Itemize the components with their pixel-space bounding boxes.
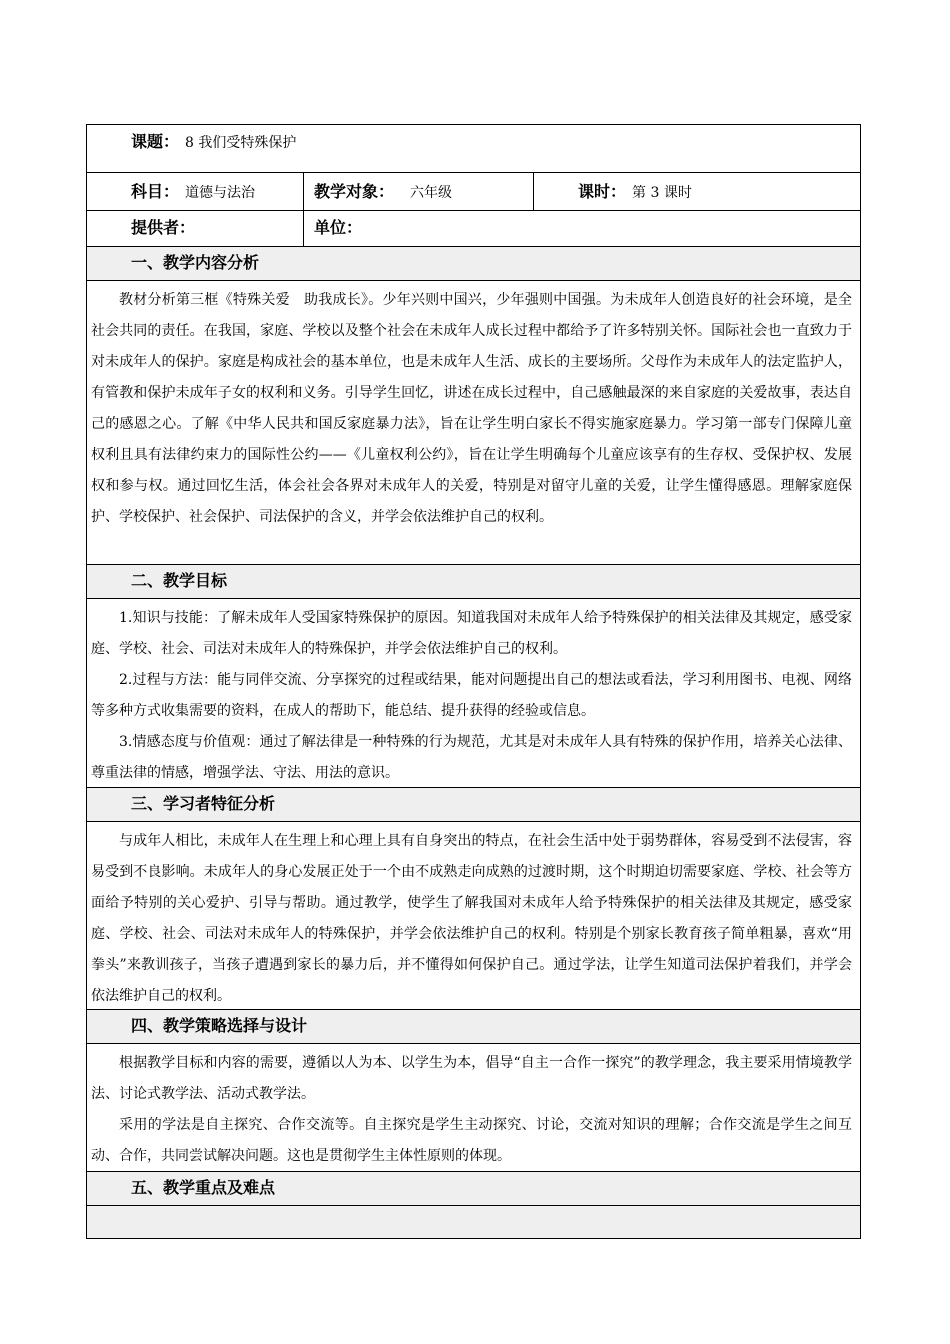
section-5-heading-row: [87, 1172, 860, 1206]
paragraph: 教材分析第三框《特殊关爱 助我成长》。少年兴则中国兴，少年强则中国强。为未成年人创造良好的社会环境，是全社会共同的责任。在我国，家庭、学校以及整个社会在未成年人成长过程中都给予了许多特别关怀。国际社会也一直致力于对未成年人的保护。家庭是构成社会的基本单位，也是未成年人生活、成长的主要场所。父母作为未成年人的法定监护人，有管教和保护未成年子女的权利和义务。引导学生回忆，讲述在成长过程中，自己感触最深的来自家庭的关爱故事，表达自己的感恩之心。了解《中华人民共和国反家庭暴力法》，旨在让学生明白家长不得实施家庭暴力。学习第一部专门保障儿童权利且具有法律约束力的国际性公约——《儿童权利公约》，旨在让学生明确每个儿童应该享有的生存权、受保护权、发展权和参与权。通过回忆生活，体会社会各界对未成年人的关爱，特别是对留守儿童的关爱，让学生懂得感恩。理解家庭保护、学校保护、社会保护、司法保护的含义，并学会依法维护自己的权利。: [91, 292, 852, 525]
provider-row: [87, 211, 860, 247]
section-body: [87, 599, 860, 789]
provider-label: 提供者：: [131, 218, 196, 237]
audience-value: 六年级: [410, 185, 453, 201]
paragraph: 采用的学法是自主探究、合作交流等。自主探究是学生主动探究、讨论，交流对知识的理解；合作交流是学生之间互动、合作，共同尝试解决问题。这也是贯彻学生主体性原则的体现。: [91, 1117, 852, 1164]
subject-cell: [87, 173, 304, 210]
section-heading: 四、教学策略选择与设计: [87, 1010, 860, 1043]
section-body: [87, 1044, 860, 1172]
section-5-body-row: [87, 1206, 860, 1238]
section-3-heading-row: [87, 788, 860, 822]
paragraph: 与成年人相比，未成年人在生理上和心理上具有自身突出的特点，在社会生活中处于弱势群体，容易受到不法侵害，容易受到不良影响。未成年人的身心发展正处于一个由不成熟走向成熟的过渡时期，这个时期迫切需要家庭、学校、社会等方面给予特别的关心爱护、引导与帮助。通过教学，使学生了解我国对未成年人给予特殊保护的相关法律及其规定，感受家庭、学校、社会、司法对未成年人的特殊保护，并学会依法维护自己的权利。特别是个别家长教育孩子简单粗暴，喜欢“用拳头”来教训孩子，当孩子遭遇到家长的暴力后，并不懂得如何保护自己。通过学法，让学生知道司法保护着我们，并学会依法维护自己的权利。: [91, 833, 852, 1004]
section-4-heading-row: [87, 1010, 860, 1044]
title-label: 课题：: [131, 132, 180, 151]
paragraph: 根据教学目标和内容的需要，遵循以人为本、以学生为本，倡导“自主一合作一探究”的教学理念，我主要采用情境教学法、讨论式教学法、活动式教学法。: [91, 1055, 852, 1102]
period-cell: [534, 173, 860, 210]
section-body-empty: [87, 1206, 860, 1238]
period-value: 第 3 课时: [632, 185, 692, 201]
subject-label: 科目：: [131, 182, 180, 201]
unit-label: 单位：: [314, 218, 363, 237]
lesson-plan-table: [86, 124, 861, 1239]
section-3-body-row: [87, 822, 860, 1010]
paragraph: 1.知识与技能：了解未成年人受国家特殊保护的原因。知道我国对未成年人给予特殊保护的相关法律及其规定，感受家庭、学校、社会、司法对未成年人的特殊保护，并学会依法维护自己的权利。: [91, 610, 852, 657]
provider-cell: [87, 211, 304, 246]
period-label: 课时：: [578, 182, 627, 201]
section-body: [87, 281, 860, 533]
section-body: [87, 822, 860, 1012]
section-4-body-row: [87, 1044, 860, 1172]
title-row: [87, 125, 860, 173]
title-value: 8 我们受特殊保护: [185, 135, 297, 151]
section-heading: 一、教学内容分析: [87, 247, 860, 280]
section-heading: 五、教学重点及难点: [87, 1172, 860, 1205]
section-2-body-row: [87, 599, 860, 788]
section-1-body-row: [87, 281, 860, 565]
paragraph: 2.过程与方法：能与同伴交流、分享探究的过程或结果，能对问题提出自己的想法或看法，学习利用图书、电视、网络等多种方式收集需要的资料，在成人的帮助下，能总结、提升获得的经验或信息。: [91, 672, 852, 719]
unit-cell: [304, 211, 860, 246]
paragraph: 3.情感态度与价值观：通过了解法律是一种特殊的行为规范，尤其是对未成年人具有特殊的保护作用，培养关心法律、尊重法律的情感，增强学法、守法、用法的意识。: [91, 734, 852, 781]
section-heading: 二、教学目标: [87, 565, 860, 598]
section-heading: 三、学习者特征分析: [87, 788, 860, 821]
title-cell: [87, 125, 860, 154]
info-row: [87, 173, 860, 211]
audience-label: 教学对象：: [314, 182, 395, 201]
section-1-heading-row: [87, 247, 860, 281]
audience-cell: [304, 173, 534, 210]
subject-value: 道德与法治: [185, 185, 256, 201]
section-2-heading-row: [87, 565, 860, 599]
